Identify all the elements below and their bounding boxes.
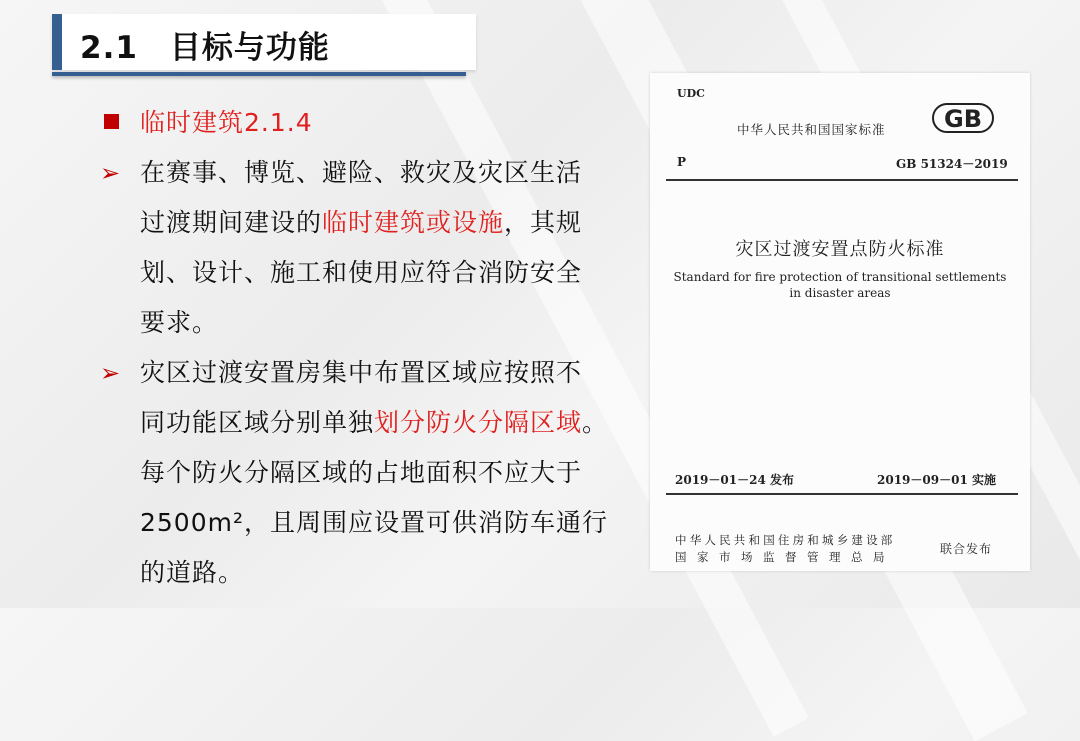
point2-line4 <box>100 498 630 548</box>
title-underline <box>52 72 466 76</box>
point2-text: 的道路。 <box>140 558 245 587</box>
point2-text: 2500m²，且周围应设置可供消防车通行 <box>140 508 608 537</box>
heading-line <box>100 98 630 148</box>
standard-title-en-line2: in disaster areas <box>789 286 891 300</box>
standard-number: GB 51324－2019 <box>896 157 1008 171</box>
implement-date: 2019－09－01 实施 <box>877 473 996 487</box>
point1-line3 <box>100 248 630 298</box>
point1-text: 在赛事、博览、避险、救灾及灾区生活 <box>140 158 583 187</box>
content-heading: 临时建筑2.1.4 <box>140 108 313 137</box>
arrow-bullet-icon: ➢ <box>100 159 121 187</box>
point2-text: 灾区过渡安置房集中布置区域应按照不 <box>140 358 583 387</box>
publish-date: 2019－01－24 发布 <box>675 473 794 487</box>
point1-highlight: 临时建筑或设施 <box>322 208 505 237</box>
point1-text: ，其规 <box>504 208 583 237</box>
section-number: 2.1 <box>80 30 138 66</box>
gb-logo-icon <box>932 103 994 133</box>
slide-title <box>80 22 330 67</box>
point1-line1 <box>100 148 630 198</box>
divider-line <box>666 179 1018 181</box>
arrow-bullet-icon: ➢ <box>100 359 121 387</box>
point2-text: 。 <box>582 408 609 437</box>
category-letter: P <box>677 155 687 169</box>
slide-content <box>100 98 630 598</box>
standard-title-en <box>650 269 1030 301</box>
joint-issue-label: 联合发布 <box>940 542 993 556</box>
point1-line4 <box>100 298 630 348</box>
point1-text: 要求。 <box>140 308 219 337</box>
point1-text: 过渡期间建设的 <box>140 208 323 237</box>
issuer-line1: 中华人民共和国住房和城乡建设部 <box>675 533 896 547</box>
divider-line <box>666 493 1018 495</box>
standard-title-cn: 灾区过渡安置点防火标准 <box>735 239 945 260</box>
section-title: 目标与功能 <box>169 30 330 66</box>
issuer-line2: 国家市场监督管理总局 <box>675 550 895 564</box>
point2-line2 <box>100 398 630 448</box>
point2-line1 <box>100 348 630 398</box>
point1-line2 <box>100 198 630 248</box>
point2-line3 <box>100 448 630 498</box>
slide-title-bar <box>52 14 476 70</box>
gb-logo-text: GB <box>944 105 982 133</box>
point2-text: 同功能区域分别单独 <box>140 408 375 437</box>
point2-text: 每个防火分隔区域的占地面积不应大于 <box>140 458 583 487</box>
standard-title-en-line1: Standard for fire protection of transitional settlements <box>673 270 1007 284</box>
standard-name: 中华人民共和国国家标准 <box>737 122 886 137</box>
udc-label: UDC <box>677 87 705 100</box>
point1-text: 划、设计、施工和使用应符合消防安全 <box>140 258 583 287</box>
point2-line5 <box>100 548 630 598</box>
point2-highlight: 划分防火分隔区域 <box>374 408 583 437</box>
standard-cover-image <box>650 73 1030 571</box>
square-bullet-icon <box>104 114 119 129</box>
